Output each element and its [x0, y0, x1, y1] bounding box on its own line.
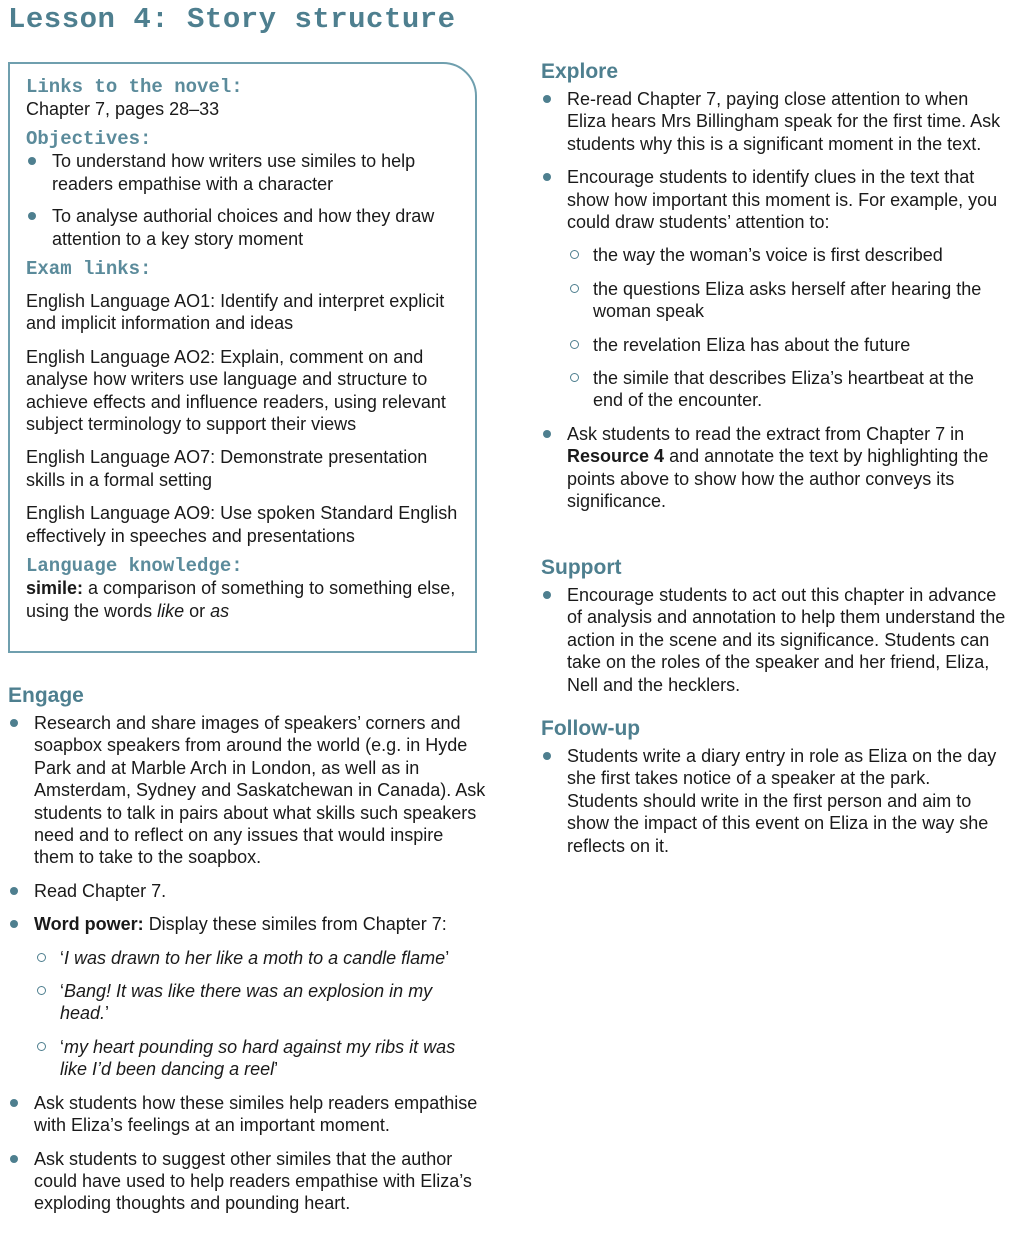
clue-item: the way the woman’s voice is first described — [567, 244, 1006, 266]
exam-link: English Language AO7: Demonstrate presentation skills in a formal setting — [26, 447, 428, 490]
engage-item: Read Chapter 7. — [8, 880, 486, 902]
followup-heading: Follow-up — [541, 717, 641, 740]
simile-quote: ‘I was drawn to her like a moth to a candle flame’ — [34, 947, 486, 969]
page-title: Lesson 4: Story structure — [8, 3, 456, 36]
simile-or-word: or — [189, 600, 206, 621]
explore-list — [541, 88, 1006, 513]
simile-like-word: like — [157, 600, 185, 621]
explore-b3-text: Ask students to read the extract from Chapter 7 in — [567, 423, 965, 444]
simile-quote: ‘my heart pounding so hard against my ribs it was like I’d been dancing a reel’ — [34, 1036, 486, 1081]
followup-list — [541, 745, 1006, 857]
simile-term: simile: — [26, 578, 84, 599]
word-power-text: Display these similes from Chapter 7: — [148, 914, 447, 935]
engage-item: Ask students how these similes help readers empathise with Eliza’s feelings at an important moment. — [8, 1092, 486, 1137]
simile-quote-text: Bang! It was like there was an explosion in my head. — [60, 981, 433, 1024]
objectives-heading: Objectives: — [26, 128, 152, 151]
clue-item: the questions Eliza asks herself after hearing the woman speak — [567, 278, 1006, 323]
support-item: Encourage students to act out this chapter in advance of analysis and annotation to help them understand the action in the scene and its significance. Students can take on the roles of the speaker and her friend, Eliza, Nell and the hecklers. — [541, 584, 1006, 696]
engage-item: Research and share images of speakers’ corners and soapbox speakers from around the world (e.g. in Hyde Park and at Marble Arch in London, as well as in Amsterdam, Sydney and Saskatchewan in Canada). Ask students to talk in pairs about what skills such speakers need and to reflect on any issues that would inspire them to take to the soapbox. — [8, 712, 486, 869]
engage-item — [8, 913, 486, 1080]
exam-link: English Language AO1: Identify and interpret explicit and implicit information and ideas — [26, 291, 445, 334]
explore-clues-intro: Encourage students to identify clues in the text that show how important this moment is. For example, you could draw students’ attention to: — [567, 167, 998, 233]
lesson-info-box — [8, 62, 477, 653]
simile-as-word: as — [210, 600, 230, 621]
links-heading: Links to the novel: — [26, 76, 243, 98]
engage-section — [8, 683, 486, 1226]
explore-heading: Explore — [541, 60, 619, 83]
engage-list — [8, 712, 486, 1215]
engage-item: Ask students to suggest other similes that the author could have used to help readers empathise with Eliza’s exploding thoughts and pounding heart. — [8, 1148, 486, 1215]
simile-quote: ‘Bang! It was like there was an explosion in my head.’ — [34, 980, 486, 1025]
followup-section — [541, 716, 1006, 868]
support-section — [541, 555, 1006, 707]
explore-item: Re-read Chapter 7, paying close attention to when Eliza hears Mrs Billingham speak for the first time. Ask students why this is a significant moment in the text. — [541, 88, 1006, 155]
followup-item: Students write a diary entry in role as Eliza on the day she first takes notice of a speaker at the park. Students should write in the first person and aim to show the impact of this event on Eliza in the way she reflects on it. — [541, 745, 1006, 857]
clues-list — [567, 244, 1006, 411]
simile-definition — [26, 577, 465, 622]
engage-heading: Engage — [8, 684, 84, 707]
explore-item — [541, 166, 1006, 412]
support-list — [541, 584, 1006, 696]
simile-def-text: a comparison of something to something else, using the words — [26, 578, 456, 621]
simile-quote-text: I was drawn to her like a moth to a candle flame — [64, 947, 446, 968]
exam-links-heading: Exam links: — [26, 258, 152, 281]
exam-link: English Language AO9: Use spoken Standard English effectively in speeches and presentations — [26, 503, 458, 546]
explore-item — [541, 423, 1006, 513]
objective-item: To understand how writers use similes to help readers empathise with a character — [26, 150, 465, 195]
exam-link: English Language AO2: Explain, comment on and analyse how writers use language and structure to achieve effects and influence readers, using relevant subject terminology to support their views — [26, 346, 446, 435]
support-heading: Support — [541, 556, 622, 579]
word-power-label: Word power: — [34, 914, 144, 935]
resource-label: Resource 4 — [567, 446, 665, 467]
links-text: Chapter 7, pages 28–33 — [26, 99, 220, 119]
simile-quote-text: my heart pounding so hard against my ribs it was like I’d been dancing a reel — [60, 1036, 456, 1080]
explore-b3-rest: and annotate the text by highlighting the points above to show how the author conveys its significance. — [567, 446, 989, 512]
explore-section — [541, 59, 1006, 524]
clue-item: the revelation Eliza has about the future — [567, 334, 1006, 356]
clue-item: the simile that describes Eliza’s heartbeat at the end of the encounter. — [567, 367, 1006, 412]
objective-item: To analyse authorial choices and how they draw attention to a key story moment — [26, 205, 465, 250]
objectives-list — [26, 150, 465, 250]
language-knowledge-heading: Language knowledge: — [26, 555, 243, 578]
similes-list — [34, 947, 486, 1081]
